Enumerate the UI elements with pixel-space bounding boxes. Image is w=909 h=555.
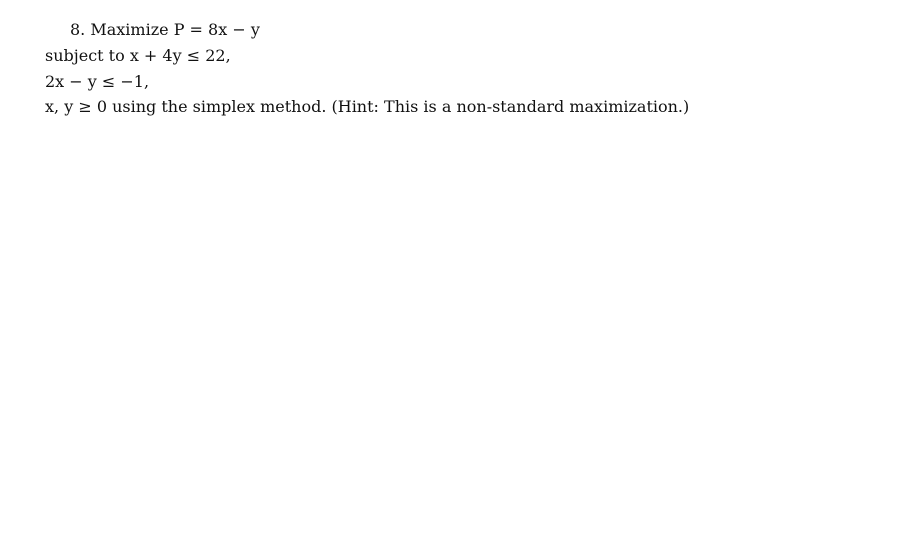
problem-nonnegativity-and-hint: x, y ≥ 0 using the simplex method. (Hint: This is a non-standard maximization.) — [45, 97, 690, 116]
problem-objective-line: 8. Maximize P = 8x − y — [70, 20, 260, 39]
problem-constraint-2: 2x − y ≤ −1, — [45, 72, 150, 91]
problem-constraint-1: subject to x + 4y ≤ 22, — [45, 46, 231, 65]
